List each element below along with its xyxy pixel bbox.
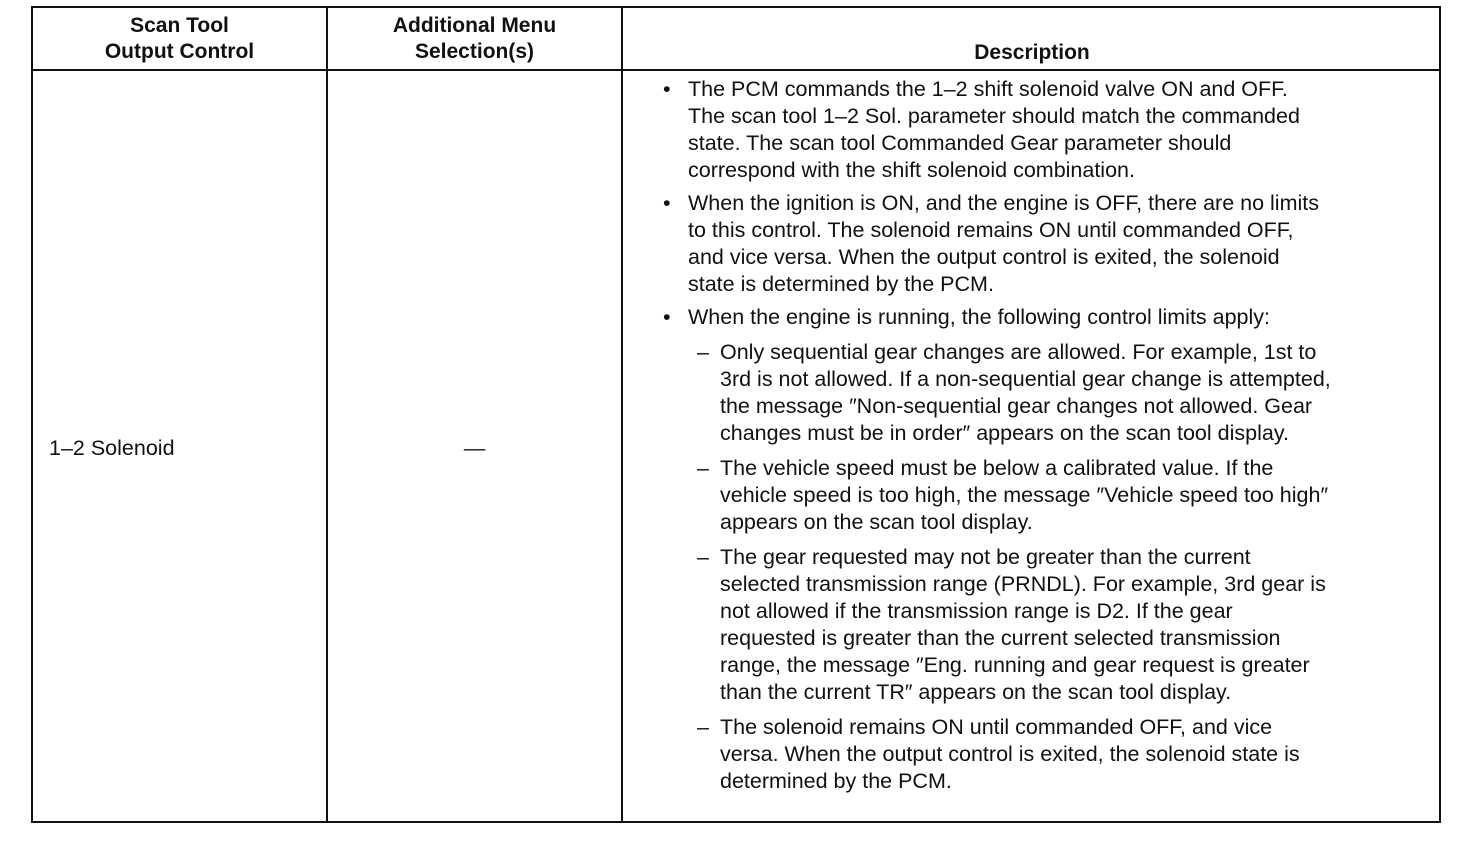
- cell-menu-selection: —: [463, 436, 486, 460]
- text-line: changes must be in order″ appears on the scan tool display.: [720, 421, 1289, 445]
- description-sub-item: [663, 714, 1433, 795]
- text-line: appears on the scan tool display.: [720, 510, 1033, 534]
- description-sub-item: [663, 455, 1433, 536]
- header-line: Description: [974, 41, 1090, 64]
- text-line: to this control. The solenoid remains ON until commanded OFF,: [688, 218, 1294, 242]
- column-divider: [326, 8, 328, 821]
- text-line: range, the message ″Eng. running and gear request is greater: [720, 653, 1310, 677]
- description-sub-item: [663, 339, 1433, 447]
- dash-mark: –: [697, 456, 709, 480]
- header-line: Scan Tool: [130, 14, 229, 37]
- bullet-mark: •: [663, 191, 671, 215]
- description-bullet: [663, 304, 1433, 331]
- dash-mark: –: [697, 545, 709, 569]
- text-line: 3rd is not allowed. If a non-sequential gear change is attempted,: [720, 367, 1331, 391]
- text-line: vehicle speed is too high, the message ″Vehicle speed too high″: [720, 483, 1329, 507]
- text-line: state is determined by the PCM.: [688, 272, 994, 296]
- bullet-mark: •: [663, 305, 671, 329]
- header-description: [623, 40, 1441, 66]
- text-line: The scan tool 1–2 Sol. parameter should match the commanded: [688, 104, 1300, 128]
- header-divider: [33, 69, 1439, 71]
- cell-description: [663, 76, 1433, 803]
- dash-mark: –: [697, 340, 709, 364]
- text-line: requested is greater than the current selected transmission: [720, 626, 1281, 650]
- description-bullet: [663, 190, 1433, 298]
- description-bullet: [663, 76, 1433, 184]
- text-line: The solenoid remains ON until commanded OFF, and vice: [720, 715, 1273, 739]
- text-line: state. The scan tool Commanded Gear parameter should: [688, 131, 1232, 155]
- text-line: The gear requested may not be greater than the current: [720, 545, 1251, 569]
- header-scan-tool-output-control: [33, 13, 326, 65]
- cell-output-control: 1–2 Solenoid: [49, 436, 175, 460]
- text-line: selected transmission range (PRNDL). For example, 3rd gear is: [720, 572, 1326, 596]
- scan-tool-output-control-table: [31, 6, 1441, 823]
- text-line: When the ignition is ON, and the engine is OFF, there are no limits: [688, 191, 1319, 215]
- dash-mark: –: [697, 715, 709, 739]
- text-line: determined by the PCM.: [720, 769, 952, 793]
- text-line: The PCM commands the 1–2 shift solenoid valve ON and OFF.: [688, 77, 1288, 101]
- header-line: Output Control: [104, 40, 255, 63]
- header-line: Additional Menu: [392, 14, 557, 37]
- column-divider: [621, 8, 623, 821]
- text-line: Only sequential gear changes are allowed. For example, 1st to: [720, 340, 1317, 364]
- text-line: The vehicle speed must be below a calibrated value. If the: [720, 456, 1274, 480]
- text-line: than the current TR″ appears on the scan tool display.: [720, 680, 1232, 704]
- text-line: When the engine is running, the following control limits apply:: [688, 305, 1271, 329]
- description-sub-item: [663, 544, 1433, 706]
- text-line: the message ″Non-sequential gear changes not allowed. Gear: [720, 394, 1313, 418]
- header-additional-menu-selections: [328, 13, 621, 65]
- text-line: versa. When the output control is exited, the solenoid state is: [720, 742, 1300, 766]
- text-line: not allowed if the transmission range is D2. If the gear: [720, 599, 1233, 623]
- text-line: and vice versa. When the output control is exited, the solenoid: [688, 245, 1280, 269]
- text-line: correspond with the shift solenoid combination.: [688, 158, 1135, 182]
- header-line: Selection(s): [414, 40, 535, 63]
- bullet-mark: •: [663, 77, 671, 101]
